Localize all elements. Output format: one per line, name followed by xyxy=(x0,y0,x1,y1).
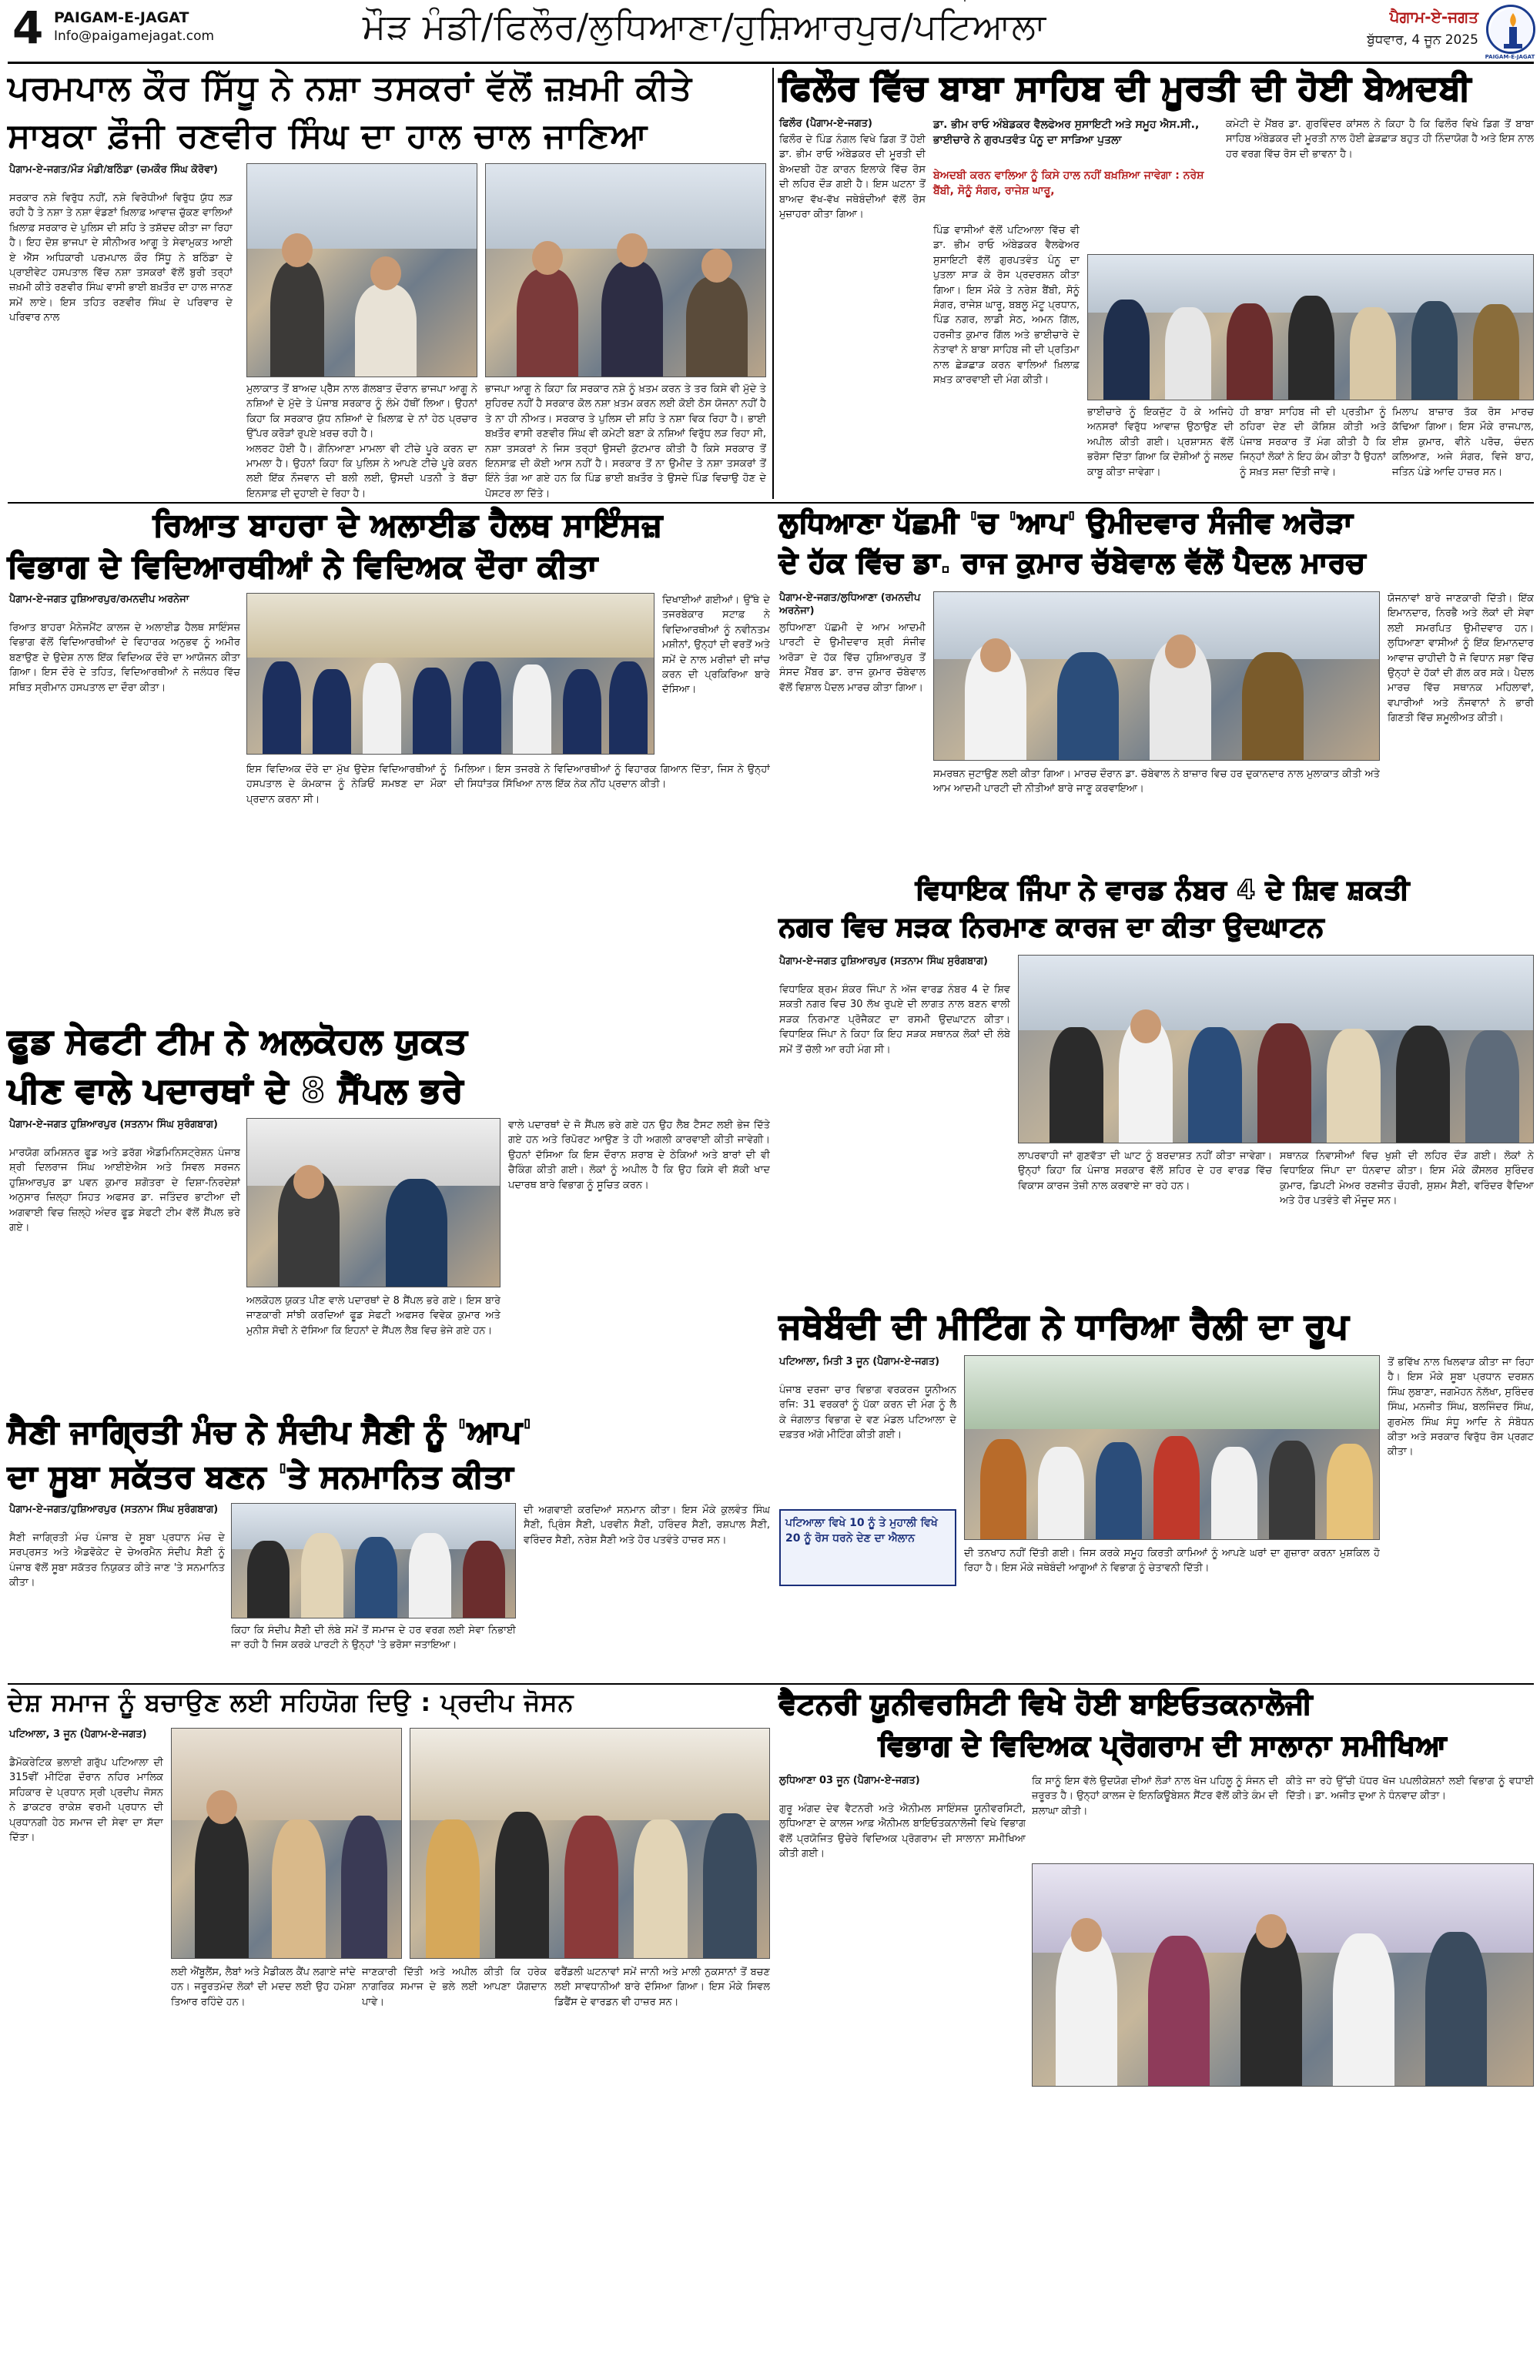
cities-banner: ਮੌੜ ਮੰਡੀ/ਫਿਲੌਰ/ਲੁਧਿਆਣਾ/ਹੁਸ਼ਿਆਰਪੁਰ/ਪਟਿਆਲਾ xyxy=(362,5,1047,47)
a3-headline-2: ਵਿਭਾਗ ਦੇ ਵਿਦਿਆਰਥੀਆਂ ਨੇ ਵਿਦਿਅਕ ਦੌਰਾ ਕੀਤਾ xyxy=(8,549,598,584)
a10-headline-2: ਵਿਭਾਗ ਦੇ ਵਿਦਿਅਕ ਪ੍ਰੋਗਰਾਮ ਦੀ ਸਾਲਾਨਾ ਸਮੀਖਿਆ xyxy=(879,1730,1447,1762)
a8-body-col1: ਸੈਣੀ ਜਾਗ੍ਰਿਤੀ ਮੰਚ ਪੰਜਾਬ ਦੇ ਸੂਬਾ ਪ੍ਰਧਾਨ ਮੰਚ ਦੇ ਸਰਪ੍ਰਸਤ ਅਤੇ ਐਡਵੋਕੇਟ ਦੇ ਚੇਅਰਮੈਨ ਸੰਦੀਪ ਸੈਣੀ ਨੂੰ ਪੰਜਾਬ ਵੱਲੋਂ ਸੂਬਾ ਸਕੱਤਰ ਨਿਯੁਕਤ ਕੀਤੇ ਜਾਣ 'ਤੇ ਸਨਮਾਨਿਤ ਕੀਤਾ। xyxy=(9,1532,225,1589)
a2-body-col1: ਫਿਲੌਰ ਦੇ ਪਿੰਡ ਨੰਗਲ ਵਿਖੇ ਡਿਗ ਤੋਂ ਹੋਈ ਡਾ. ਭੀਮ ਰਾਓ ਅੰਬੇਡਕਰ ਦੀ ਮੂਰਤੀ ਦੀ ਬੇਅਦਬੀ ਹੋਣ ਕਾਰਨ ਇਲਾਕੇ ਵਿੱਚ ਰੋਸ ਦੀ ਲਹਿਰ ਦੌੜ ਗਈ ਹੈ। ਇਸ ਘਟਨਾ ਤੋਂ ਬਾਅਦ ਵੱਖ-ਵੱਖ ਜਥੇਬੰਦੀਆਂ ਵੱਲੋਂ ਰੋਸ ਮੁਜ਼ਾਹਰਾ ਕੀਤਾ ਗਿਆ। xyxy=(779,134,926,221)
a6-photo-sampling xyxy=(246,1118,500,1287)
a1-headline-2: ਸਾਬਕਾ ਫ਼ੌਜੀ ਰਣਵੀਰ ਸਿੰਘ ਦਾ ਹਾਲ ਚਾਲ ਜਾਣਿਆ xyxy=(8,116,648,156)
a1-dateline: ਪੈਗਾਮ-ਏ-ਜਗਤ/ਮੌੜ ਮੰਡੀ/ਬਠਿੰਡਾ (ਚਮਕੌਰ ਸਿੰਘ ਕੋਰੋਵਾ) xyxy=(9,164,218,176)
paper-logo xyxy=(1486,5,1535,54)
a5-headline-2: ਨਗਰ ਵਿਚ ਸੜਕ ਨਿਰਮਾਣ ਕਾਰਜ ਦਾ ਕੀਤਾ ਉਦਘਾਟਨ xyxy=(779,912,1325,942)
a10-headline-1: ਵੈਟਨਰੀ ਯੂਨੀਵਰਸਿਟੀ ਵਿਖੇ ਹੋਈ ਬਾਇਓਤਕਨਾਲੋਜੀ xyxy=(779,1689,1313,1720)
a7-photo-rally xyxy=(964,1355,1380,1540)
a8-photo-honour xyxy=(231,1503,516,1618)
a10-dateline: ਲੁਧਿਆਣਾ 03 ਜੂਨ (ਪੈਗਾਮ-ਏ-ਜਗਤ) xyxy=(779,1775,920,1786)
a9-headline: ਦੇਸ਼ ਸਮਾਜ ਨੂੰ ਬਚਾਉਣ ਲਈ ਸਹਿਯੋਗ ਦਿਉ : ਪ੍ਰਦੀਪ ਜੋਸਨ xyxy=(8,1688,574,1717)
issue-date: ਬੁੱਧਵਾਰ, 4 ਜੂਨ 2025 xyxy=(1367,32,1478,48)
a2-dateline: ਫਿਲੌਰ (ਪੈਗਾਮ-ਏ-ਜਗਤ) xyxy=(779,118,872,129)
a5-photo-inauguration xyxy=(1018,955,1534,1143)
section-rule-2 xyxy=(8,1683,1534,1685)
a1-body-col1: ਸਰਕਾਰ ਨਸ਼ੇ ਵਿਰੁੱਧ ਨਹੀਂ, ਨਸ਼ੇ ਵਿਰੋਧੀਆਂ ਵਿਰੁੱਧ ਯੁੱਧ ਲੜ ਰਹੀ ਹੈ ਤੇ ਨਸ਼ਾ ਤੇ ਨਸ਼ਾ ਵੰਡਣਾਂ ਖ਼ਿਲਾਫ਼ ਆਵਾਜ਼ ਚੁੱਕਣ ਵਾਲਿਆਂ ਖ਼ਿਲਾਫ਼ ਸਰਕਾਰ ਦੇ ਪੁਲਿਸ ਦੀ ਸ਼ਹਿ ਤੇ ਤਸ਼ੱਦਦ ਕੀਤਾ ਜਾ ਰਿਹਾ ਹੈ। ਇਹ ਦੋਸ਼ ਭਾਜਪਾ ਦੇ ਸੀਨੀਅਰ ਆਗੂ ਤੇ ਸੇਵਾਮੁਕਤ ਆਈ ਏ ਐੱਸ ਅਧਿਕਾਰੀ ਪਰਮਪਾਲ ਕੌਰ ਸਿੱਧੂ ਨੇ ਬਠਿੰਡਾ ਦੇ ਪ੍ਰਾਈਵੇਟ ਹਸਪਤਾਲ ਵਿੱਚ ਨਸ਼ਾ ਤਸਕਰਾਂ ਵੱਲੋਂ ਬੁਰੀ ਤਰ੍ਹਾਂ ਜ਼ਖ਼ਮੀ ਕੀਤੇ ਰਣਵੀਰ ਸਿੰਘ ਵਾਸੀ ਭਾਈ ਬਖ਼ਤੌਰ ਦਾ ਹਾਲ ਜਾਨਣ ਸਮੇਂ ਲਾਏ। ਇਸ ਤਹਿਤ ਰਣਵੀਰ ਸਿੰਘ ਦੇ ਪਰਿਵਾਰ ਦੇ ਪਰਿਵਾਰ ਨਾਲ xyxy=(9,192,233,324)
a1-body-col3: ਭਾਜਪਾ ਆਗੂ ਨੇ ਕਿਹਾ ਕਿ ਸਰਕਾਰ ਨਸ਼ੇ ਨੂੰ ਖ਼ਤਮ ਕਰਨ ਤੇ ਤਰ ਕਿਸੇ ਵੀ ਮੁੱਦੇ ਤੇ ਸੁਹਿਰਦ ਨਹੀਂ ਹੈ ਸਰਕਾਰ ਕੋਲ ਨਸ਼ਾ ਖ਼ਤਮ ਕਰਨ ਲਈ ਕੋਈ ਠੋਸ ਯੋਜਨਾ ਨਹੀਂ ਹੈ ਤੇ ਨਾ ਹੀ ਨੀਅਤ। ਸਰਕਾਰ ਤੇ ਪੁਲਿਸ ਦੀ ਸ਼ਹਿ ਤੇ ਨਸ਼ਾ ਵਿਕ ਰਿਹਾ ਹੈ। ਭਾਈ ਬਖ਼ਤੌਰ ਵਾਸੀ ਰਣਵੀਰ ਸਿੰਘ ਵੀ ਕਮੇਟੀ ਬਣਾ ਕੇ ਨਸ਼ਿਆਂ ਵਿਰੁੱਧ ਲੜ ਰਿਹਾ ਸੀ, ਨਸ਼ਾ ਤਸਕਰਾਂ ਨੇ ਜਿਸ ਤਰ੍ਹਾਂ ਉਸਦੀ ਕੁੱਟਮਾਰ ਕੀਤੀ ਹੈ ਕਿਸੇ ਸਰਕਾਰ ਤੋਂ ਇਨਸਾਫ਼ ਦੀ ਕੋਈ ਆਸ ਨਹੀਂ ਹੈ। ਸਰਕਾਰ ਤੋਂ ਨਾ ਉਮੀਦ ਤੇ ਨਸ਼ਾ ਤਸਕਰਾਂ ਤੋਂ ਇੰਨੇ ਤੰਗ ਆ ਗਏ ਹਨ ਕਿ ਪਿੰਡ ਭਾਈ ਬਖ਼ਤੌਰ ਤੇ ਉਸਦੇ ਪਿੰਡ ਵਿਚਾਉ ਹੋਣ ਦੇ ਪੋਸਟਰ ਲਾ ਦਿੱਤੇ। xyxy=(485,383,766,500)
a9-body-col2: ਲਈ ਐਂਬੂਲੈਂਸ, ਲੈਬਾਂ ਅਤੇ ਮੈਡੀਕਲ ਕੈਂਪ ਲਗਾਏ ਜਾਂਦੇ ਹਨ। ਜਰੂਰਤਮੰਦ ਲੋਕਾਂ ਦੀ ਮਦਦ ਲਈ ਉਹ ਹਮੇਸ਼ਾ ਤਿਆਰ ਰਹਿੰਦੇ ਹਨ। xyxy=(171,1967,356,2008)
a5-body-col2: ਲਾਪਰਵਾਹੀ ਜਾਂ ਗੁਣਵੱਤਾ ਦੀ ਘਾਟ ਨੂੰ ਬਰਦਾਸ਼ਤ ਨਹੀਂ ਕੀਤਾ ਜਾਵੇਗਾ। ਉਨ੍ਹਾਂ ਕਿਹਾ ਕਿ ਪੰਜਾਬ ਸਰਕਾਰ ਵੱਲੋਂ ਸ਼ਹਿਰ ਦੇ ਹਰ ਵਾਰਡ ਵਿੱਚ ਵਿਕਾਸ ਕਾਰਜ ਤੇਜ਼ੀ ਨਾਲ ਕਰਵਾਏ ਜਾ ਰਹੇ ਹਨ। xyxy=(1018,1150,1272,1192)
a8-headline-1: ਸੈਣੀ ਜਾਗ੍ਰਿਤੀ ਮੰਚ ਨੇ ਸੰਦੀਪ ਸੈਣੀ ਨੂੰ 'ਆਪ' xyxy=(8,1414,533,1450)
column-divider xyxy=(772,68,774,499)
a3-dateline: ਪੈਗਾਮ-ਏ-ਜਗਤ ਹੁਸ਼ਿਆਰਪੁਰ/ਰਮਨਦੀਪ ਅਰਨੇਜਾ xyxy=(9,594,189,605)
a6-body-col3: ਵਾਲੇ ਪਦਾਰਥਾਂ ਦੇ ਜੋ ਸੈਂਪਲ ਭਰੇ ਗਏ ਹਨ ਉਹ ਲੈਬ ਟੈਸਟ ਲਈ ਭੇਜ ਦਿੱਤੇ ਗਏ ਹਨ ਅਤੇ ਰਿਪੋਰਟ ਆਉਣ ਤੇ ਹੀ ਅਗਲੀ ਕਾਰਵਾਈ ਕੀਤੀ ਜਾਵੇਗੀ। ਉਹਨਾਂ ਦੱਸਿਆ ਕਿ ਇਸ ਦੌਰਾਨ ਸ਼ਰਾਬ ਦੇ ਠੇਕਿਆਂ ਅਤੇ ਬਾਰਾਂ ਦੀ ਵੀ ਚੈਕਿੰਗ ਕੀਤੀ ਗਈ। ਲੋਕਾਂ ਨੂੰ ਅਪੀਲ ਹੈ ਕਿ ਉਹ ਕਿਸੇ ਵੀ ਸ਼ੱਕੀ ਖਾਦ ਪਦਾਰਥ ਬਾਰੇ ਵਿਭਾਗ ਨੂੰ ਸੂਚਿਤ ਕਰਨ। xyxy=(508,1120,770,1191)
a2-body-col5: ਹੀ ਬਾਬਾ ਸਾਹਿਬ ਜੀ ਦੀ ਪ੍ਰਤੀਮਾ ਨੂੰ ਠਹਿਰਾ ਦੇਣ ਦੀ ਕੋਸ਼ਿਸ਼ ਕੀਤੀ ਅਤੇ ਪੰਜਾਬ ਸਰਕਾਰ ਤੋਂ ਮੰਗ ਕੀਤੀ ਹੈ ਕਿ ਜਿਨ੍ਹਾਂ ਲੋਕਾਂ ਨੇ ਇਹ ਕੰਮ ਕੀਤਾ ਹੈ ਉਹਨਾਂ ਨੂੰ ਸਖ਼ਤ ਸਜ਼ਾ ਦਿੱਤੀ ਜਾਵੇ। xyxy=(1240,407,1386,478)
a9-body-col1: ਡੈਮੋਕਰੇਟਿਕ ਭਲਾਈ ਗਰੁੱਪ ਪਟਿਆਲਾ ਦੀ 315ਵੀਂ ਮੀਟਿੰਗ ਦੌਰਾਨ ਨਹਿਰ ਮਾਲਿਕ ਸਹਿਕਾਰ ਦੇ ਪ੍ਰਧਾਨ ਸ੍ਰੀ ਪ੍ਰਦੀਪ ਜੋਸਨ ਨੇ ਡਾਕਟਰ ਰਾਕੇਸ਼ ਵਰਮੀ ਪ੍ਰਧਾਨ ਦੀ ਪ੍ਰਧਾਨਗੀ ਹੇਠ ਸਮਾਜ ਦੀ ਸੇਵਾ ਦਾ ਸੱਦਾ ਦਿੱਤਾ। xyxy=(9,1757,163,1844)
header-rule xyxy=(8,62,1534,64)
a4-body-col3: ਯੋਜਨਾਵਾਂ ਬਾਰੇ ਜਾਣਕਾਰੀ ਦਿੱਤੀ। ਇੱਕ ਇਮਾਨਦਾਰ, ਨਿਰਭੈ ਅਤੇ ਲੋਕਾਂ ਦੀ ਸੇਵਾ ਲਈ ਸਮਰਪਿਤ ਉਮੀਦਵਾਰ ਹਨ। ਲੁਧਿਆਣਾ ਵਾਸੀਆਂ ਨੂੰ ਇੱਕ ਇਮਾਨਦਾਰ ਆਵਾਜ਼ ਚਾਹੀਦੀ ਹੈ ਜੋ ਵਿਧਾਨ ਸਭਾ ਵਿੱਚ ਉਨ੍ਹਾਂ ਦੇ ਹੱਕਾਂ ਦੀ ਗੱਲ ਕਰ ਸਕੇ। ਪੈਦਲ ਮਾਰਚ ਵਿੱਚ ਸਥਾਨਕ ਮਹਿਲਾਵਾਂ, ਵਪਾਰੀਆਂ ਅਤੇ ਨੌਜਵਾਨਾਂ ਨੇ ਭਾਰੀ ਗਿਣਤੀ ਵਿੱਚ ਸ਼ਮੂਲੀਅਤ ਕੀਤੀ। xyxy=(1388,593,1534,725)
a10-body-col1: ਗੁਰੂ ਅੰਗਦ ਦੇਵ ਵੈਟਨਰੀ ਅਤੇ ਐਨੀਮਲ ਸਾਇੰਸਜ਼ ਯੂਨੀਵਰਸਿਟੀ, ਲੁਧਿਆਣਾ ਦੇ ਕਾਲਜ ਆਫ਼ ਐਨੀਮਲ ਬਾਇਓਤਕਨਾਲੋਜੀ ਵਿਖੇ ਵਿਭਾਗ ਵੱਲੋਂ ਪ੍ਰਯੋਜਿਤ ਉਚੇਰੇ ਵਿਦਿਅਕ ਪ੍ਰੋਗਰਾਮ ਦੀ ਸਾਲਾਨਾ ਸਮੀਖਿਆ ਕੀਤੀ ਗਈ। xyxy=(779,1803,1026,1860)
a10-body-col2: ਕਿ ਸਾਨੂੰ ਇਸ ਵੱਲੇ ਉਦਯੋਗ ਦੀਆਂ ਲੋੜਾਂ ਨਾਲ ਖੋਜ ਪਹਿਲੂ ਨੂੰ ਸੰਜਨ ਦੀ ਜ਼ਰੂਰਤ ਹੈ। ਉਨ੍ਹਾਂ ਕਾਲਜ ਦੇ ਇਨਕਿਊਬੇਸ਼ਨ ਸੈਂਟਰ ਵੱਲੋਂ ਕੀਤੇ ਕੰਮ ਦੀ ਸ਼ਲਾਘਾ ਕੀਤੀ। xyxy=(1032,1776,1278,1817)
a3-headline-1: ਰਿਆਤ ਬਾਹਰਾ ਦੇ ਅਲਾਈਡ ਹੈਲਥ ਸਾਇੰਸਜ਼ xyxy=(153,507,663,543)
a3-body-col3: ਮਿਲਿਆ। ਇਸ ਤਜਰਬੇ ਨੇ ਵਿਦਿਆਰਥੀਆਂ ਨੂੰ ਵਿਹਾਰਕ ਗਿਆਨ ਦਿੱਤਾ, ਜਿਸ ਨੇ ਉਨ੍ਹਾਂ ਦੀ ਸਿਧਾਂਤਕ ਸਿੱਖਿਆ ਨਾਲ ਇੱਕ ਨੇਕ ਨੀਂਹ ਪ੍ਰਦਾਨ ਕੀਤੀ। xyxy=(454,764,770,791)
a2-bullet-2: ਬੇਅਦਬੀ ਕਰਨ ਵਾਲਿਆ ਨੂੰ ਕਿਸੇ ਹਾਲ ਨਹੀਂ ਬਖ਼ਸ਼ਿਆ ਜਾਵੇਗਾ : ਨਰੇਸ਼ ਬੈਂਬੀ, ਸੋਨੂੰ ਸੰਗਰ, ਰਾਜੇਸ਼ ਘਾਰੂ, xyxy=(933,169,1204,197)
a9-body-col3: ਜਾਣਕਾਰੀ ਦਿੱਤੀ ਅਤੇ ਅਪੀਲ ਕੀਤੀ ਕਿ ਹਰੇਕ ਨਾਗਰਿਕ ਸਮਾਜ ਦੇ ਭਲੇ ਲਈ ਆਪਣਾ ਯੋਗਦਾਨ ਪਾਵੇ। xyxy=(362,1967,547,2008)
a3-body-col1: ਰਿਆਤ ਬਾਹਰਾ ਮੈਨੇਜਮੈਂਟ ਕਾਲਜ ਦੇ ਅਲਾਈਡ ਹੈਲਥ ਸਾਇੰਸਜ਼ ਵਿਭਾਗ ਵੱਲੋਂ ਵਿਦਿਆਰਥੀਆਂ ਦੇ ਵਿਹਾਰਕ ਅਨੁਭਵ ਨੂੰ ਅਮੀਰ ਬਣਾਉਣ ਦੇ ਉਦੇਸ਼ ਨਾਲ ਇੱਕ ਵਿਦਿਅਕ ਦੌਰੇ ਦਾ ਆਯੋਜਨ ਕੀਤਾ ਗਿਆ। ਇਸ ਦੌਰੇ ਦੇ ਤਹਿਤ, ਵਿਦਿਆਰਥੀਆਂ ਨੇ ਜਲੰਧਰ ਵਿੱਚ ਸਥਿਤ ਸ੍ਰੀਮਾਨ ਹਸਪਤਾਲ ਦਾ ਦੌਰਾ ਕੀਤਾ। xyxy=(9,622,240,694)
a9-dateline: ਪਟਿਆਲਾ, 3 ਜੂਨ (ਪੈਗਾਮ-ਏ-ਜਗਤ) xyxy=(9,1729,147,1740)
a6-body-col1: ਮਾਰਯੋਗ ਕਮਿਸ਼ਨਰ ਫੂਡ ਅਤੇ ਡਰੱਗ ਐਡਮਿਨਿਸਟ੍ਰੇਸ਼ਨ ਪੰਜਾਬ ਸ਼੍ਰੀ ਦਿਲਰਾਜ ਸਿੰਘ ਆਈਏਐਸ ਅਤੇ ਸਿਵਲ ਸਰਜਨ ਹੁਸ਼ਿਆਰਪੁਰ ਡਾ ਪਵਨ ਕੁਮਾਰ ਸ਼ਗੋਤਰਾ ਦੇ ਦਿਸ਼ਾ-ਨਿਰਦੇਸ਼ਾਂ ਅਨੁਸਾਰ ਜ਼ਿਲ੍ਹਾ ਸਿਹਤ ਅਫਸਰ ਡਾ. ਜਤਿੰਦਰ ਭਾਟੀਆ ਦੀ ਅਗਵਾਈ ਵਿਚ ਜ਼ਿਲ੍ਹੇ ਅੰਦਰ ਫੂਡ ਸੇਫਟੀ ਟੀਮ ਵੱਲੋਂ ਸੈਂਪਲ ਭਰੇ ਗਏ। xyxy=(9,1147,240,1234)
a10-body-col3: ਕੀਤੇ ਜਾ ਰਹੇ ਉੱਚੀ ਪੱਧਰ ਖੋਜ ਪਪਲੀਕੇਸ਼ਨਾਂ ਲਈ ਵਿਭਾਗ ਨੂੰ ਵਧਾਈ ਦਿੱਤੀ। ਡਾ. ਅਜੀਤ ਦੁਆ ਨੇ ਧੰਨਵਾਦ ਕੀਤਾ। xyxy=(1286,1776,1534,1803)
a9-photo-ceremony xyxy=(171,1728,402,1959)
a4-body-col2: ਸਮਰਥਨ ਜੁਟਾਉਣ ਲਈ ਕੀਤਾ ਗਿਆ। ਮਾਰਚ ਦੌਰਾਨ ਡਾ. ਚੱਬੇਵਾਲ ਨੇ ਬਾਜ਼ਾਰ ਵਿਚ ਹਰ ਦੁਕਾਨਦਾਰ ਨਾਲ ਮੁਲਾਕਾਤ ਕੀਤੀ ਅਤੇ ਆਮ ਆਦਮੀ ਪਾਰਟੀ ਦੀ ਨੀਤੀਆਂ ਬਾਰੇ ਜਾਣੂ ਕਰਵਾਇਆ। xyxy=(933,768,1380,795)
a6-headline-1: ਫੂਡ ਸੇਫਟੀ ਟੀਮ ਨੇ ਅਲਕੋਹਲ ਯੁਕਤ xyxy=(8,1022,468,1061)
torch-icon xyxy=(1488,7,1535,54)
a2-body-col4: ਭਾਈਚਾਰੇ ਨੂੰ ਇਕਜੁੱਟ ਹੋ ਕੇ ਅਜਿਹੇ ਅਨਸਰਾਂ ਵਿਰੁੱਧ ਆਵਾਜ਼ ਉਠਾਉਣ ਦੀ ਅਪੀਲ ਕੀਤੀ ਗਈ। ਪ੍ਰਸ਼ਾਸਨ ਵੱਲੋਂ ਭਰੋਸਾ ਦਿੱਤਾ ਗਿਆ ਕਿ ਦੋਸ਼ੀਆਂ ਨੂੰ ਜਲਦ ਕਾਬੂ ਕੀਤਾ ਜਾਵੇਗਾ। xyxy=(1087,407,1234,478)
a10-photo-review xyxy=(1032,1863,1534,2087)
a2-body-col6: ਮਿਲਾਪ ਬਾਜ਼ਾਰ ਤੱਕ ਰੋਸ ਮਾਰਚ ਕੱਢਿਆ ਗਿਆ। ਇਸ ਮੌਕੇ ਰਾਜਪਾਲ, ਈਸ਼ ਕੁਮਾਰ, ਵੀਨੇ ਪਰੋਚ, ਚੰਦਨ ਕਲਿਆਣ, ਅਜੇ ਸੰਗਰ, ਵਿਜੇ ਬਾਹ, ਜਤਿਨ ਪੰਡੇ ਆਦਿ ਹਾਜ਼ਰ ਸਨ। xyxy=(1392,407,1534,478)
a6-dateline: ਪੈਗਾਮ-ਏ-ਜਗਤ ਹੁਸ਼ਿਆਰਪੁਰ (ਸਤਨਾਮ ਸਿੰਘ ਸੁਰੰਗਬਾਗ) xyxy=(9,1119,218,1130)
a1-body-col2: ਮੁਲਾਕਾਤ ਤੋਂ ਬਾਅਦ ਪ੍ਰੈੱਸ ਨਾਲ ਗੱਲਬਾਤ ਦੌਰਾਨ ਭਾਜਪਾ ਆਗੂ ਨੇ ਨਸ਼ਿਆਂ ਦੇ ਮੁੱਦੇ ਤੇ ਪੰਜਾਬ ਸਰਕਾਰ ਨੂੰ ਲੰਮੇ ਹੱਥੀਂ ਲਿਆ। ਉਹਨਾਂ ਕਿਹਾ ਕਿ ਸਰਕਾਰ ਯੁੱਧ ਨਸ਼ਿਆਂ ਦੇ ਖ਼ਿਲਾਫ਼ ਦੇ ਨਾਂ ਹੇਠ ਪ੍ਰਚਾਰ ਉੱਪਰ ਕਰੋੜਾਂ ਰੁਪਏ ਖ਼ਰਚ ਰਹੀ ਹੈ। ਅਲਰਟ ਹੋਈ ਹੈ। ਗੋਨਿਆਣਾ ਮਾਮਲਾ ਵੀ ਟੀਚੇ ਪੂਰੇ ਕਰਨ ਦਾ ਮਾਮਲਾ ਹੈ। ਉਹਨਾਂ ਕਿਹਾ ਕਿ ਪੁਲਿਸ ਨੇ ਆਪਣੇ ਟੀਚੇ ਪੂਰੇ ਕਰਨ ਲਈ ਇੱਕ ਨੌਜਵਾਨ ਦੀ ਬਲੀ ਲਈ, ਉਸਦੀ ਪਤਨੀ ਤੇ ਬੱਚਾ ਇਨਸਾਫ਼ ਦੀ ਦੁਹਾਈ ਦੇ ਰਿਹਾ ਹੈ। xyxy=(246,382,477,501)
section-rule xyxy=(8,502,1534,504)
a8-body-col2: ਕਿਹਾ ਕਿ ਸੰਦੀਪ ਸੈਣੀ ਦੀ ਲੰਬੇ ਸਮੇਂ ਤੋਂ ਸਮਾਜ ਦੇ ਹਰ ਵਰਗ ਲਈ ਸੇਵਾ ਨਿਭਾਈ ਜਾ ਰਹੀ ਹੈ ਜਿਸ ਕਰਕੇ ਪਾਰਟੀ ਨੇ ਉਨ੍ਹਾਂ 'ਤੇ ਭਰੋਸਾ ਜਤਾਇਆ। xyxy=(231,1625,516,1652)
a3-photo-students xyxy=(246,593,654,755)
a5-body-col1: ਵਿਧਾਇਕ ਬ੍ਰਮ ਸ਼ੰਕਰ ਜਿੰਪਾ ਨੇ ਅੱਜ ਵਾਰਡ ਨੰਬਰ 4 ਦੇ ਸ਼ਿਵ ਸ਼ਕਤੀ ਨਗਰ ਵਿਚ 30 ਲੱਖ ਰੁਪਏ ਦੀ ਲਾਗਤ ਨਾਲ ਬਣਨ ਵਾਲੀ ਸੜਕ ਨਿਰਮਾਣ ਪ੍ਰੋਜੈਕਟ ਦਾ ਰਸਮੀ ਉਦਘਾਟਨ ਕੀਤਾ। ਵਿਧਾਇਕ ਜਿੰਪਾ ਨੇ ਕਿਹਾ ਕਿ ਇਹ ਸੜਕ ਸਥਾਨਕ ਲੋਕਾਂ ਦੀ ਲੰਬੇ ਸਮੇਂ ਤੋਂ ਚੱਲੀ ਆ ਰਹੀ ਮੰਗ ਸੀ। xyxy=(779,984,1010,1056)
a7-body-col1: ਪੰਜਾਬ ਦਰਜਾ ਚਾਰ ਵਿਭਾਗ ਵਰਕਰਜ ਯੂਨੀਅਨ ਰਜਿ: 31 ਵਰਕਰਾਂ ਨੂੰ ਪੱਕਾ ਕਰਨ ਦੀ ਮੰਗ ਨੂੰ ਲੈ ਕੇ ਜੰਗਲਾਤ ਵਿਭਾਗ ਦੇ ਵਣ ਮੰਡਲ ਪਟਿਆਲਾ ਦੇ ਦਫ਼ਤਰ ਅੱਗੇ ਮੀਟਿੰਗ ਕੀਤੀ ਗਈ। xyxy=(779,1384,956,1441)
a5-dateline: ਪੈਗਾਮ-ਏ-ਜਗਤ ਹੁਸ਼ਿਆਰਪੁਰ (ਸਤਨਾਮ ਸਿੰਘ ਸੁਰੰਗਬਾਗ) xyxy=(779,956,988,967)
logo-badge: PAIGAM-E-JAGAT xyxy=(1485,54,1535,60)
a7-headline: ਜਥੇਬੰਦੀ ਦੀ ਮੀਟਿੰਗ ਨੇ ਧਾਰਿਆ ਰੈਲੀ ਦਾ ਰੂਪ xyxy=(779,1307,1350,1346)
a4-dateline: ਪੈਗਾਮ-ਏ-ਜਗਤ/ਲੁਧਿਆਣਾ (ਰਮਨਦੀਪ ਅਰਨੇਜਾ) xyxy=(779,592,921,617)
a7-body-col3: ਤੋਂ ਭਵਿੱਖ ਨਾਲ ਖਿਲਵਾੜ ਕੀਤਾ ਜਾ ਰਿਹਾ ਹੈ। ਇਸ ਮੌਕੇ ਸੂਬਾ ਪ੍ਰਧਾਨ ਦਰਸ਼ਨ ਸਿੰਘ ਲੁਬਾਣਾ, ਜਗਮੋਹਨ ਨੋਲੱਖਾ, ਸੁਰਿੰਦਰ ਸਿੰਘ, ਮਨਜੀਤ ਸਿੰਘ, ਬਲਜਿੰਦਰ ਸਿੰਘ, ਗੁਰਮੇਲ ਸਿੰਘ ਸੰਧੂ ਆਦਿ ਨੇ ਸੰਬੋਧਨ ਕੀਤਾ ਅਤੇ ਸਰਕਾਰ ਵਿਰੁੱਧ ਰੋਸ ਪ੍ਰਗਟ ਕੀਤਾ। xyxy=(1388,1357,1534,1458)
a9-photo-group xyxy=(410,1728,770,1959)
a2-photo-protest xyxy=(1087,254,1534,400)
a7-photo-spacer xyxy=(964,0,966,2)
a7-callout-box xyxy=(779,1509,956,1586)
a6-body-col2: ਅਲਕੋਹਲ ਯੁਕਤ ਪੀਣ ਵਾਲੇ ਪਦਾਰਥਾਂ ਦੇ 8 ਸੈਂਪਲ ਭਰੇ ਗਏ। ਇਸ ਬਾਰੇ ਜਾਣਕਾਰੀ ਸਾਂਝੀ ਕਰਦਿਆਂ ਫੂਡ ਸੇਫਟੀ ਅਫਸਰ ਵਿਵੇਕ ਕੁਮਾਰ ਅਤੇ ਮੁਨੀਸ਼ ਸੋਢੀ ਨੇ ਦੱਸਿਆ ਕਿ ਇਹਨਾਂ ਦੇ ਸੈਂਪਲ ਲੈਬ ਵਿਚ ਭੇਜੇ ਗਏ ਹਨ। xyxy=(246,1295,500,1337)
a3-body-col4: ਦਿਖਾਈਆਂ ਗਈਆਂ। ਉੱਥੇ ਦੇ ਤਜਰਬੇਕਾਰ ਸਟਾਫ਼ ਨੇ ਵਿਦਿਆਰਥੀਆਂ ਨੂੰ ਨਵੀਨਤਮ ਮਸ਼ੀਨਾਂ, ਉਨ੍ਹਾਂ ਦੀ ਵਰਤੋਂ ਅਤੇ ਸਮੇਂ ਦੇ ਨਾਲ ਮਰੀਜ਼ਾਂ ਦੀ ਜਾਂਚ ਕਰਨ ਦੀ ਪ੍ਰਕਿਰਿਆ ਬਾਰੇ ਦੱਸਿਆ। xyxy=(662,594,770,696)
a2-headline: ਫਿਲੌਰ ਵਿੱਚ ਬਾਬਾ ਸਾਹਿਬ ਦੀ ਮੂਰਤੀ ਦੀ ਹੋਈ ਬੇਅਦਬੀ xyxy=(779,69,1471,108)
a5-headline-1: ਵਿਧਾਇਕ ਜਿੰਪਾ ਨੇ ਵਾਰਡ ਨੰਬਰ 4 ਦੇ ਸ਼ਿਵ ਸ਼ਕਤੀ xyxy=(916,875,1410,905)
a7-dateline: ਪਟਿਆਲਾ, ਮਿਤੀ 3 ਜੂਨ (ਪੈਗਾਮ-ਏ-ਜਗਤ) xyxy=(779,1356,940,1367)
a1-photo-hospital-visit xyxy=(246,163,477,377)
a6-headline-2: ਪੀਣ ਵਾਲੇ ਪਦਾਰਥਾਂ ਦੇ 8 ਸੈਂਪਲ ਭਰੇ xyxy=(8,1071,464,1110)
a8-dateline: ਪੈਗਾਮ-ਏ-ਜਗਤ/ਹੁਸ਼ਿਆਰਪੁਰ (ਸਤਨਾਮ ਸਿੰਘ ਸੁਰੰਗਬਾਗ) xyxy=(9,1504,219,1515)
a2-body-col3: ਪਿੰਡ ਵਾਸੀਆਂ ਵੱਲੋਂ ਪਟਿਆਲਾ ਵਿੱਚ ਵੀ ਡਾ. ਭੀਮ ਰਾਓ ਅੰਬੇਡਕਰ ਵੈਲਫੇਅਰ ਸੁਸਾਇਟੀ ਵੱਲੋਂ ਗੁਰਪਤਵੰਤ ਪੰਨੂ ਦਾ ਪੁਤਲਾ ਸਾੜ ਕੇ ਰੋਸ ਪ੍ਰਦਰਸ਼ਨ ਕੀਤਾ ਗਿਆ। ਇਸ ਮੌਕੇ ਤੇ ਨਰੇਸ਼ ਬੈਂਬੀ, ਸੋਨੂੰ ਸੰਗਰ, ਰਾਜੇਸ਼ ਘਾਰੂ, ਬਬਲੂ ਮੱਟੂ ਪ੍ਰਧਾਨ, ਪਿੰਡ ਨਗਰ, ਲਾਡੀ ਸੇਠ, ਅਮਨ ਗਿੱਲ, ਹਰਜੀਤ ਕੁਮਾਰ ਗਿੱਲ ਅਤੇ ਭਾਈਚਾਰੇ ਦੇ ਨੇਤਾਵਾਂ ਨੇ ਬਾਬਾ ਸਾਹਿਬ ਜੀ ਦੀ ਪ੍ਰਤਿਮਾ ਨਾਲ ਛੇੜਛਾੜ ਕਰਨ ਵਾਲਿਆਂ ਖ਼ਿਲਾਫ਼ ਸਖ਼ਤ ਕਾਰਵਾਈ ਦੀ ਮੰਗ ਕੀਤੀ। xyxy=(933,225,1080,387)
a3-body-col2: ਇਸ ਵਿਦਿਅਕ ਦੌਰੇ ਦਾ ਮੁੱਖ ਉਦੇਸ਼ ਵਿਦਿਆਰਥੀਆਂ ਨੂੰ ਹਸਪਤਾਲ ਦੇ ਕੰਮਕਾਜ ਨੂੰ ਨੇੜਿਓਂ ਸਮਝਣ ਦਾ ਮੌਕਾ ਪ੍ਰਦਾਨ ਕਰਨਾ ਸੀ। xyxy=(246,764,447,805)
a1-photo-press-meet xyxy=(485,163,766,377)
a8-body-col3: ਦੀ ਅਗਵਾਈ ਕਰਦਿਆਂ ਸਨਮਾਨ ਕੀਤਾ। ਇਸ ਮੌਕੇ ਕੁਲਵੰਤ ਸਿੰਘ ਸੈਣੀ, ਪ੍ਰਿੰਸ ਸੈਣੀ, ਪਰਵੀਨ ਸੈਣੀ, ਹਰਿੰਦਰ ਸੈਣੀ, ਰਸ਼ਪਾਲ ਸੈਣੀ, ਵਰਿੰਦਰ ਸੈਣੀ, ਨਰੇਸ਼ ਸੈਣੀ ਅਤੇ ਹੋਰ ਪਤਵੰਤੇ ਹਾਜ਼ਰ ਸਨ। xyxy=(524,1505,770,1546)
a2-bullet-1: ਡਾ. ਭੀਮ ਰਾਓ ਅੰਬੇਡਕਰ ਵੈਲਫੇਅਰ ਸੁਸਾਇਟੀ ਅਤੇ ਸਮੂਹ ਐਸ.ਸੀ., ਭਾਈਚਾਰੇ ਨੇ ਗੁਰਪਤਵੰਤ ਪੰਨੂ ਦਾ ਸਾੜਿਆ ਪੁਤਲਾ xyxy=(933,119,1200,146)
a4-photo-march xyxy=(933,591,1380,761)
a2-body-col2: ਕਮੇਟੀ ਦੇ ਮੈਂਬਰ ਡਾ. ਗੁਰਵਿੰਦਰ ਕਾਂਸਲ ਨੇ ਕਿਹਾ ਹੈ ਕਿ ਫਿਲੌਰ ਵਿਖੇ ਡਿਗ ਤੋਂ ਬਾਬਾ ਸਾਹਿਬ ਅੰਬੇਡਕਰ ਦੀ ਮੂਰਤੀ ਨਾਲ ਹੋਈ ਛੇੜਛਾੜ ਬਹੁਤ ਹੀ ਨਿੰਦਾਯੋਗ ਹੈ ਅਤੇ ਇਸ ਨਾਲ ਹਰ ਵਰਗ ਵਿੱਚ ਰੋਸ ਦੀ ਭਾਵਨਾ ਹੈ। xyxy=(1226,119,1534,160)
a4-headline-1: ਲੁਧਿਆਣਾ ਪੱਛਮੀ 'ਚ 'ਆਪ' ਉਮੀਦਵਾਰ ਸੰਜੀਵ ਅਰੋੜਾ xyxy=(779,507,1354,539)
brand-name: PAIGAM-E-JAGAT xyxy=(54,9,189,26)
a7-callout-text: ਪਟਿਆਲਾ ਵਿਖੇ 10 ਨੂੰ ਤੇ ਮੁਹਾਲੀ ਵਿਖੇ 20 ਨੂੰ ਰੋਸ ਧਰਨੇ ਦੇਣ ਦਾ ਐਲਾਨ xyxy=(785,1517,938,1545)
page-number: 4 xyxy=(12,2,44,54)
a5-body-col3: ਸਥਾਨਕ ਨਿਵਾਸੀਆਂ ਵਿਚ ਖੁਸ਼ੀ ਦੀ ਲਹਿਰ ਦੌੜ ਗਈ। ਲੋਕਾਂ ਨੇ ਵਿਧਾਇਕ ਜਿੰਪਾ ਦਾ ਧੰਨਵਾਦ ਕੀਤਾ। ਇਸ ਮੌਕੇ ਕੌਂਸਲਰ ਸੁਰਿੰਦਰ ਕੁਮਾਰ, ਡਿਪਟੀ ਮੇਅਰ ਰਣਜੀਤ ਚੌਹਰੀ, ਸੁਸ਼ਮ ਸੈਣੀ, ਵਰਿੰਦਰ ਵੈਦਿਆ ਅਤੇ ਹੋਰ ਪਤਵੰਤੇ ਵੀ ਮੌਜੂਦ ਸਨ। xyxy=(1280,1150,1534,1207)
a9-body-col4: ਫਰੈਂਡਲੀ ਘਟਨਾਵਾਂ ਸਮੇਂ ਜਾਨੀ ਅਤੇ ਮਾਲੀ ਨੁਕਸਾਨਾਂ ਤੋਂ ਬਚਣ ਲਈ ਸਾਵਧਾਨੀਆਂ ਬਾਰੇ ਦੱਸਿਆ ਗਿਆ। ਇਸ ਮੌਕੇ ਸਿਵਲ ਡਿਫੈਂਸ ਦੇ ਵਾਰਡਨ ਵੀ ਹਾਜ਼ਰ ਸਨ। xyxy=(554,1967,770,2008)
a4-headline-2: ਦੇ ਹੱਕ ਵਿੱਚ ਡਾ. ਰਾਜ ਕੁਮਾਰ ਚੱਬੇਵਾਲ ਵੱਲੋਂ ਪੈਦਲ ਮਾਰਚ xyxy=(779,547,1366,579)
a8-headline-2: ਦਾ ਸੂਬਾ ਸਕੱਤਰ ਬਣਨ 'ਤੇ ਸਨਮਾਨਿਤ ਕੀਤਾ xyxy=(8,1459,514,1495)
a7-body-col2: ਦੀ ਤਨਖਾਹ ਨਹੀਂ ਦਿੱਤੀ ਗਈ। ਜਿਸ ਕਰਕੇ ਸਮੂਹ ਕਿਰਤੀ ਕਾਮਿਆਂ ਨੂੰ ਆਪਣੇ ਘਰਾਂ ਦਾ ਗੁਜ਼ਾਰਾ ਕਰਨਾ ਮੁਸ਼ਕਿਲ ਹੋ ਰਿਹਾ ਹੈ। ਇਸ ਮੌਕੇ ਜਥੇਬੰਦੀ ਆਗੂਆਂ ਨੇ ਵਿਭਾਗ ਨੂੰ ਚੇਤਾਵਨੀ ਦਿੱਤੀ। xyxy=(964,1548,1380,1575)
a1-body-col2b: ਅਲਰਟ ਹੋਈ ਹੈ। ਗੋਨਿਆਣਾ ਮਾਮਲਾ ਵੀ ਟੀਚੇ ਪੂਰੇ ਕਰਨ ਦਾ ਮਾਮਲਾ ਹੈ। ਉਹਨਾਂ ਕਿਹਾ ਕਿ ਪੁਲਿਸ ਨੇ ਆਪਣੇ ਟੀਚੇ ਪੂਰੇ ਕਰਨ ਲਈ ਇੱਕ ਨੌਜਵਾਨ ਦੀ ਬਲੀ ਲਈ, ਉਸਦੀ ਪਤਨੀ ਤੇ ਬੱਚਾ ਇਨਸਾਫ਼ ਦੀ ਦੁਹਾਈ ਦੇ ਰਿਹਾ ਹੈ। xyxy=(246,443,477,500)
a1-headline-1: ਪਰਮਪਾਲ ਕੌਰ ਸਿੱਧੂ ਨੇ ਨਸ਼ਾ ਤਸਕਰਾਂ ਵੱਲੋਂ ਜ਼ਖ਼ਮੀ ਕੀਤੇ xyxy=(8,69,693,108)
masthead-title: ਪੈਗਾਮ-ਏ-ਜਗਤ xyxy=(1389,8,1478,26)
contact-email: Info@paigamejagat.com xyxy=(54,28,215,44)
a4-body-col1: ਲੁਧਿਆਣਾ ਪੱਛਮੀ ਦੇ ਆਮ ਆਦਮੀ ਪਾਰਟੀ ਦੇ ਉਮੀਦਵਾਰ ਸ਼੍ਰੀ ਸੰਜੀਵ ਅਰੋੜਾ ਦੇ ਹੱਕ ਵਿੱਚ ਹੁਸ਼ਿਆਰਪੁਰ ਤੋਂ ਸੰਸਦ ਮੈਂਬਰ ਡਾ. ਰਾਜ ਕੁਮਾਰ ਚੱਬੇਵਾਲ ਵੱਲੋਂ ਵਿਸ਼ਾਲ ਪੈਦਲ ਮਾਰਚ ਕੀਤਾ ਗਿਆ। xyxy=(779,622,926,694)
